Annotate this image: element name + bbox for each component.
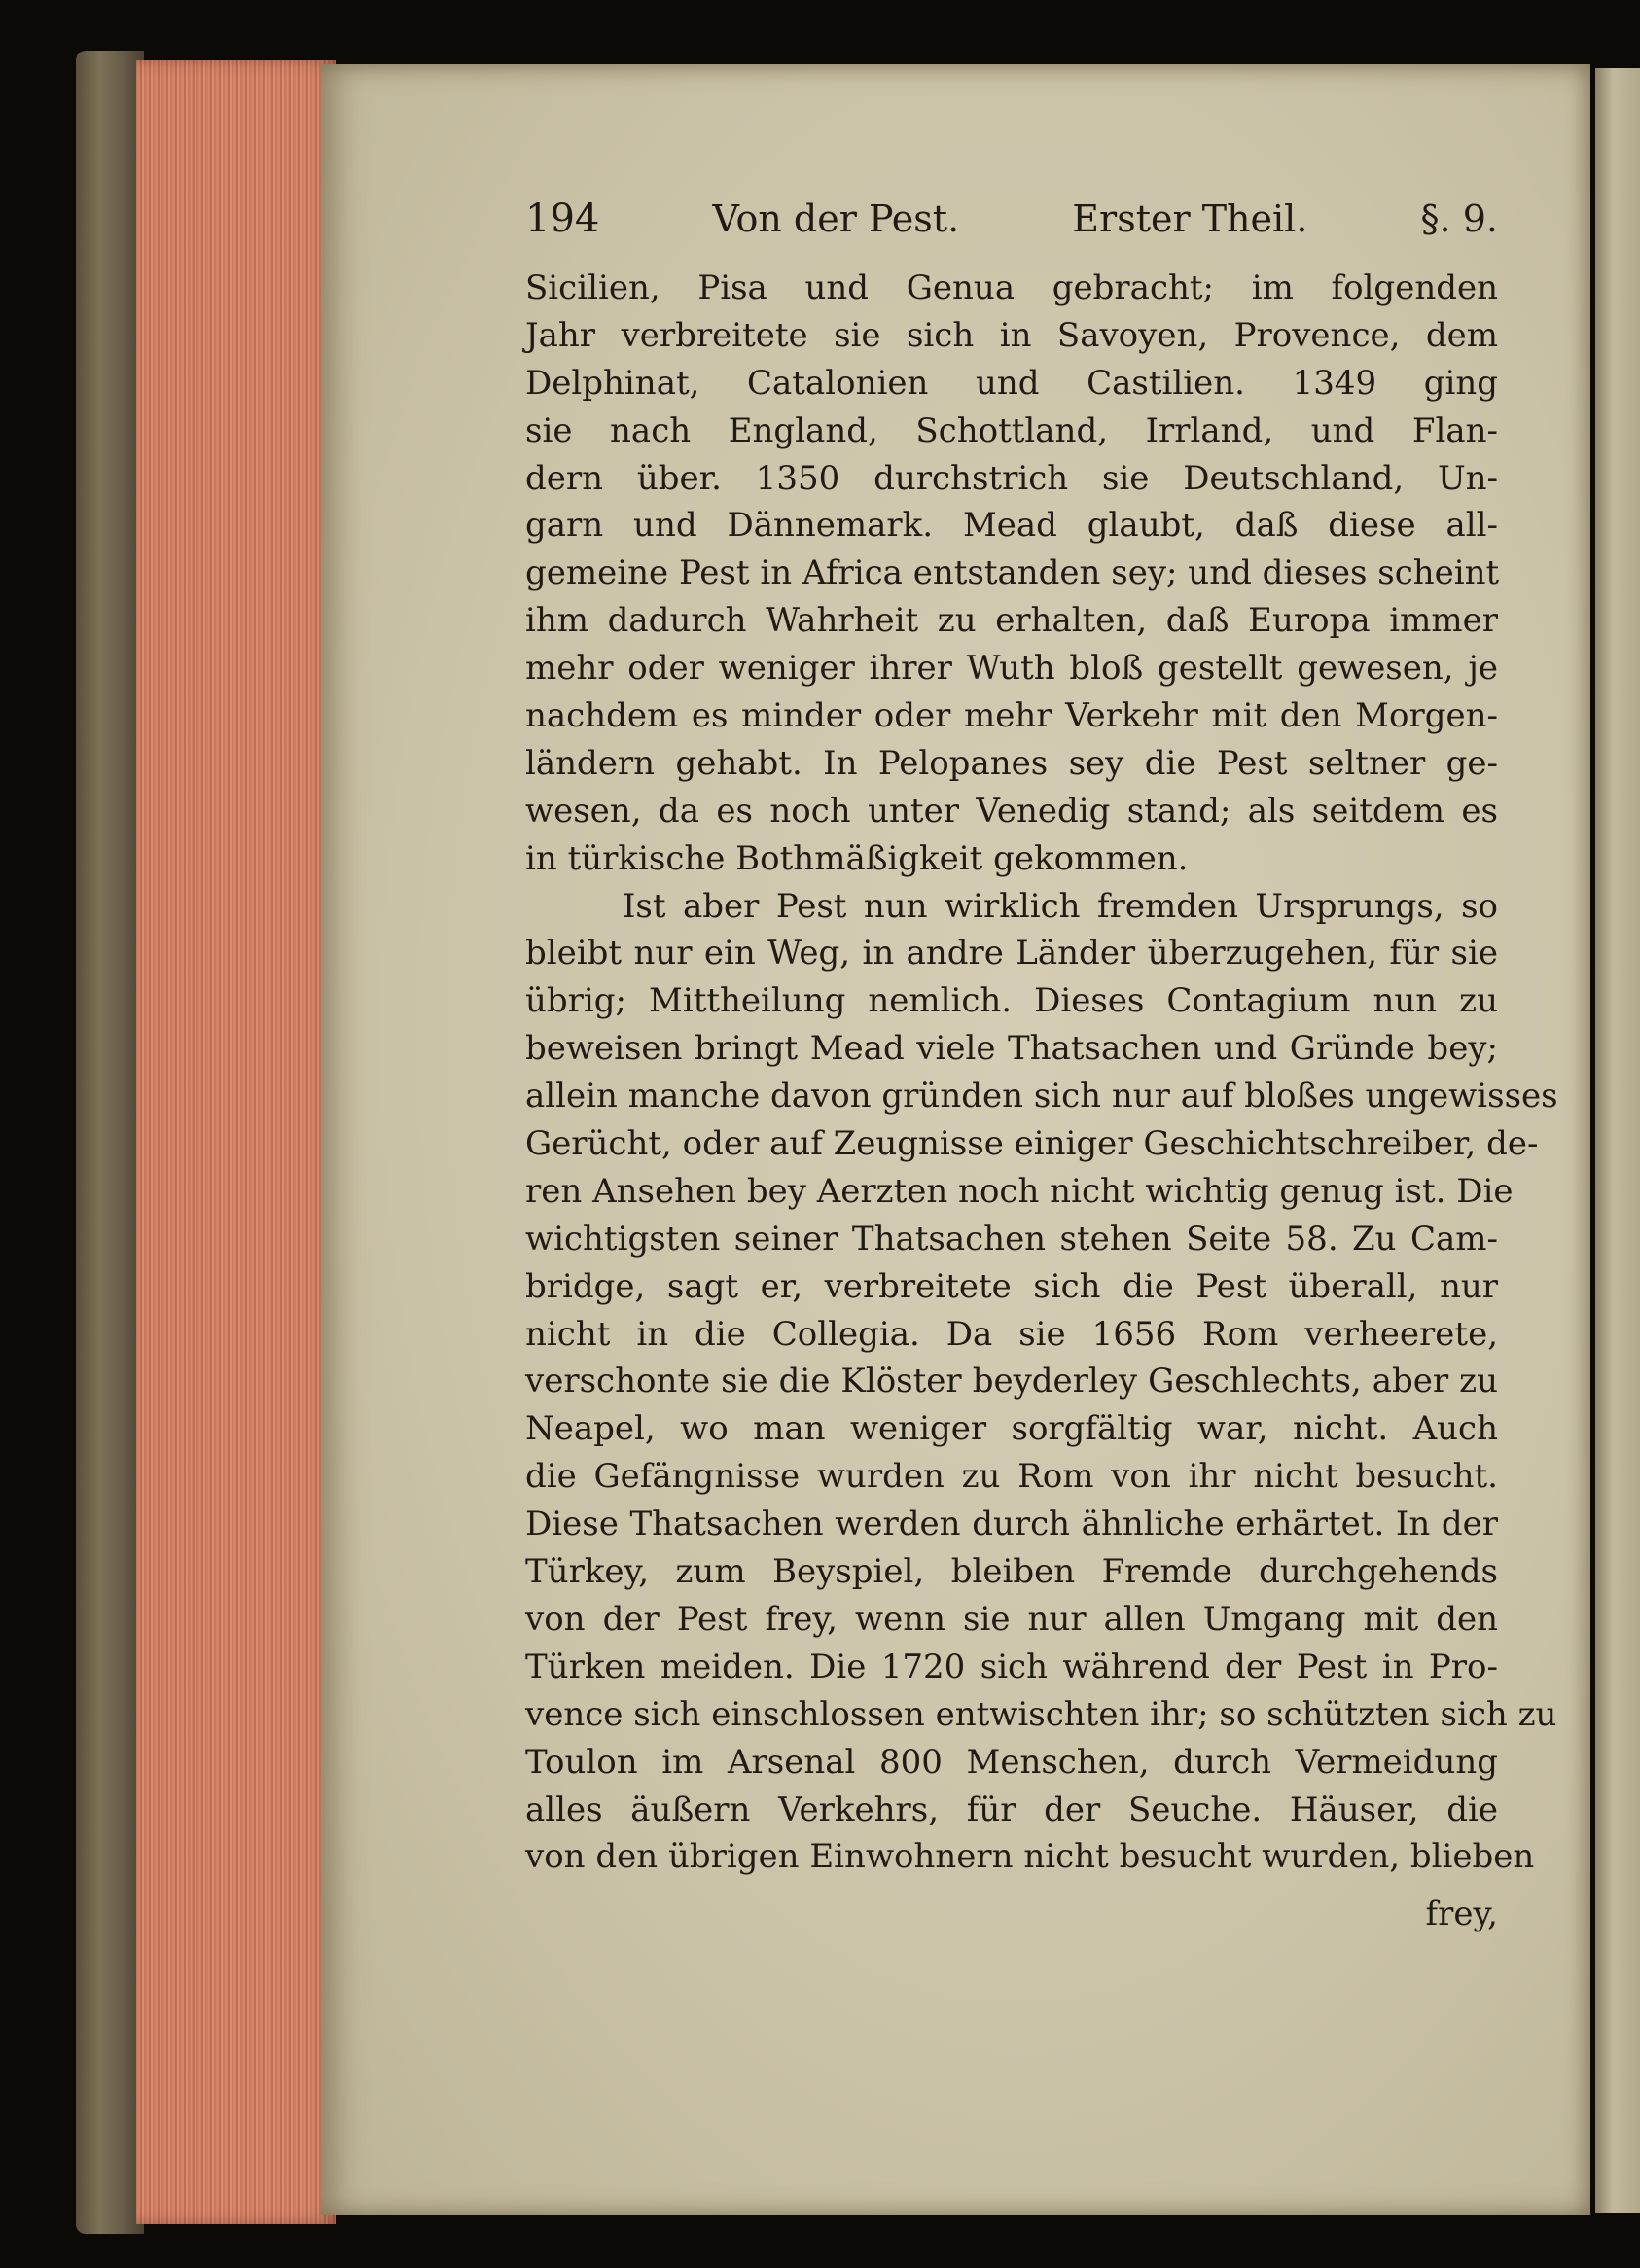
text-line: alles äußern Verkehrs, für der Seuche. Häuser, die: [525, 1790, 1498, 1829]
paragraph-start-line: Ist aber Pest nun wirklich fremden Ursprungs, so: [623, 886, 1498, 926]
text-line: ren Ansehen bey Aerzten noch nicht wichtig genug ist. Die: [525, 1171, 1514, 1211]
text-line: gemeine Pest in Africa entstanden sey; und dieses scheint: [525, 553, 1500, 593]
text-line: Diese Thatsachen werden durch ähnliche erhärtet. In der: [525, 1505, 1498, 1544]
text-line: wichtigsten seiner Thatsachen stehen Seite 58. Zu Cam-: [525, 1219, 1498, 1258]
text-line: verschonte sie die Klöster beyderley Geschlechts, aber zu: [525, 1362, 1498, 1401]
book-spine: [76, 51, 144, 2234]
part-title: Erster Theil.: [1072, 197, 1308, 240]
text-line: vence sich einschlossen entwischten ihr; so schützten sich zu: [525, 1694, 1557, 1734]
page-number: 194: [525, 196, 600, 241]
running-header: [525, 185, 1498, 253]
text-line: von den übrigen Einwohnern nicht besucht wurden, blieben: [525, 1837, 1535, 1877]
facing-page-edge: [1595, 68, 1640, 2213]
text-line: bridge, sagt er, verbreitete sich die Pest überall, nur: [525, 1266, 1498, 1306]
text-line: sie nach England, Schottland, Irrland, und Flan-: [525, 410, 1498, 450]
text-line: Türkey, zum Beyspiel, bleiben Fremde durchgehends: [525, 1552, 1498, 1592]
text-line: Türken meiden. Die 1720 sich während der Pest in Pro-: [525, 1647, 1498, 1686]
text-line: Delphinat, Catalonien und Castilien. 1349 ging: [525, 363, 1498, 403]
text-line: ländern gehabt. In Pelopanes sey die Pest seltner ge-: [525, 743, 1498, 783]
text-line: wesen, da es noch unter Venedig stand; als seitdem es: [525, 791, 1498, 831]
text-line: in türkische Bothmäßigkeit gekommen.: [525, 838, 1189, 878]
text-line: die Gefängnisse wurden zu Rom von ihr nicht besucht.: [525, 1457, 1498, 1497]
text-line: bleibt nur ein Weg, in andre Länder überzugehen, für sie: [525, 934, 1498, 974]
text-line: ihm dadurch Wahrheit zu erhalten, daß Europa immer: [525, 601, 1498, 641]
text-line: nachdem es minder oder mehr Verkehr mit den Morgen-: [525, 696, 1498, 736]
text-line: Gerücht, oder auf Zeugnisse einiger Geschichtschreiber, de-: [525, 1124, 1539, 1164]
text-line: Toulon im Arsenal 800 Menschen, durch Vermeidung: [525, 1742, 1498, 1782]
text-line: allein manche davon gründen sich nur auf bloßes ungewisses: [525, 1077, 1558, 1116]
section-mark: §. 9.: [1420, 197, 1498, 240]
text-block: [525, 185, 1558, 1938]
running-title: Von der Pest.: [712, 197, 960, 240]
text-line: nicht in die Collegia. Da sie 1656 Rom verheerete,: [525, 1314, 1498, 1354]
text-line: mehr oder weniger ihrer Wuth bloß gestellt gewesen, je: [525, 649, 1498, 689]
page-edges: [136, 60, 336, 2224]
catchword: frey,: [1425, 1895, 1498, 1934]
text-line: Jahr verbreitete sie sich in Savoyen, Provence, dem: [525, 315, 1498, 355]
text-line: von der Pest frey, wenn sie nur allen Umgang mit den: [525, 1599, 1498, 1639]
text-line: Sicilien, Pisa und Genua gebracht; im folgenden: [525, 268, 1498, 307]
text-line: dern über. 1350 durchstrich sie Deutschland, Un-: [525, 458, 1498, 498]
text-line: Neapel, wo man weniger sorgfältig war, nicht. Auch: [525, 1409, 1498, 1449]
text-line: beweisen bringt Mead viele Thatsachen und Gründe bey;: [525, 1029, 1498, 1069]
text-line: garn und Dännemark. Mead glaubt, daß diese all-: [525, 506, 1498, 546]
text-line: übrig; Mittheilung nemlich. Dieses Contagium nun zu: [525, 981, 1498, 1021]
